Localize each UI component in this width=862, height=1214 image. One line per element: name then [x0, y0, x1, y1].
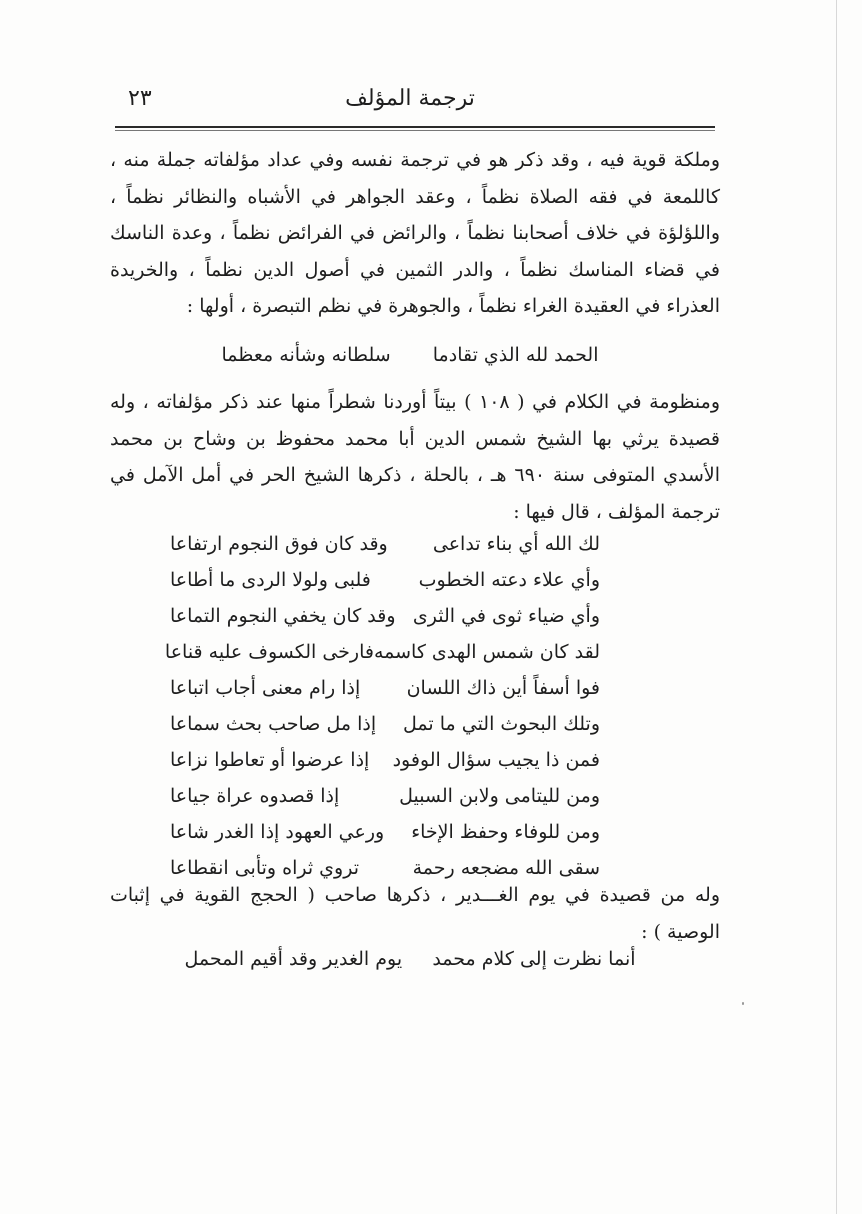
opening-verse [110, 344, 710, 366]
verse-second-hemistich: ورعي العهود إذا الغدر شاعا [170, 821, 385, 843]
poem-verse [170, 526, 600, 562]
opening-verse-hemistich-1: الحمد لله الذي تقادما [432, 344, 599, 366]
verse-second-hemistich: إذا مل صاحب بحث سماعا [170, 713, 377, 735]
ink-speck [742, 1002, 744, 1005]
verse-second-hemistich: تروي ثراه وتأبى انقطاعا [170, 857, 359, 879]
verse-first-hemistich: وأي علاء دعته الخطوب [418, 569, 600, 591]
paragraph-text: وله من قصيدة في يوم الغـــدير ، ذكرها صاحب ( الحجج القوية في إثبات الوصية ) : [110, 884, 720, 943]
page-number: ٢٣ [128, 86, 152, 111]
verse-second-hemistich: إذا عرضوا أو تعاطوا نزاعا [170, 749, 370, 771]
paragraph-works-list [110, 142, 720, 325]
verse-second-hemistich: إذا رام معنى أجاب اتباعا [170, 677, 361, 699]
verse-first-hemistich: سقى الله مضجعه رحمة [412, 857, 600, 879]
verse-first-hemistich: لقد كان شمس الهدى كاسمه [373, 641, 600, 663]
poem-verse [164, 634, 600, 670]
verse-first-hemistich: فوا أسفاً أين ذاك اللسان [406, 677, 600, 699]
verse-first-hemistich: فمن ذا يجيب سؤال الوفود [392, 749, 600, 771]
ghadir-verse-hemistich-2: يوم الغدير وقد أقيم المحمل [184, 948, 403, 970]
ghadir-verse [110, 948, 710, 970]
ghadir-verse-hemistich-1: أنما نظرت إلى كلام محمد [432, 948, 636, 970]
verse-second-hemistich: فارخى الكسوف عليه قناعا [164, 641, 374, 663]
verse-first-hemistich: ومن لليتامى ولابن السبيل [399, 785, 600, 807]
paragraph-elegy-intro [110, 384, 720, 530]
poem-verse [170, 778, 600, 814]
scan-edge-line [836, 0, 837, 1214]
elegy-poem [164, 526, 600, 886]
poem-verse [170, 598, 600, 634]
verse-first-hemistich: وأي ضياء ثوى في الثرى [412, 605, 600, 627]
header-rule [115, 126, 715, 131]
opening-verse-hemistich-2: سلطانه وشأنه معظما [221, 344, 391, 366]
poem-verse [170, 742, 600, 778]
poem-verse [170, 562, 600, 598]
poem-verse [170, 706, 600, 742]
verse-first-hemistich: وتلك البحوث التي ما تمل [403, 713, 600, 735]
running-title: ترجمة المؤلف [345, 86, 475, 111]
verse-second-hemistich: وقد كان يخفي النجوم التماعا [170, 605, 396, 627]
paragraph-text: ومنظومة في الكلام في ( ١٠٨ ) بيتاً أوردنا شطراً منها عند ذكر مؤلفاته ، وله قصيدة يرثي بها الشيخ شمس الدين أبا محمد محفوظ بن وشاح بن محمد الأسدي المتوفى سنة ٦٩٠ هـ ، بالحلة ، ذكرها الشيخ الحر في أمل الآمل في ترجمة المؤلف ، قال فيها : [110, 391, 721, 523]
verse-second-hemistich: إذا قصدوه عراة جياعا [170, 785, 340, 807]
verse-second-hemistich: وقد كان فوق النجوم ارتفاعا [170, 533, 388, 555]
page-header [110, 86, 710, 122]
verse-first-hemistich: لك الله أي بناء تداعى [432, 533, 600, 555]
paragraph-ghadir-intro [110, 877, 720, 950]
poem-verse [170, 670, 600, 706]
poem-verse [170, 814, 600, 850]
verse-second-hemistich: فلبى ولولا الردى ما أطاعا [170, 569, 371, 591]
paragraph-text: وملكة قوية فيه ، وقد ذكر هو في ترجمة نفسه وفي عداد مؤلفاته جملة منه ، كاللمعة في فقه الصلاة نظماً ، وعقد الجواهر في الأشباه والنظائر نظماً ، واللؤلؤة في خلاف أصحابنا نظماً ، والرائض في الفرائض نظماً ، وعدة الناسك في قضاء المناسك نظماً ، والدر الثمين في أصول الدين نظماً ، والخريدة العذراء في العقيدة الغراء نظماً ، والجوهرة في نظم التبصرة ، أولها : [110, 149, 720, 317]
verse-first-hemistich: ومن للوفاء وحفظ الإخاء [411, 821, 600, 843]
